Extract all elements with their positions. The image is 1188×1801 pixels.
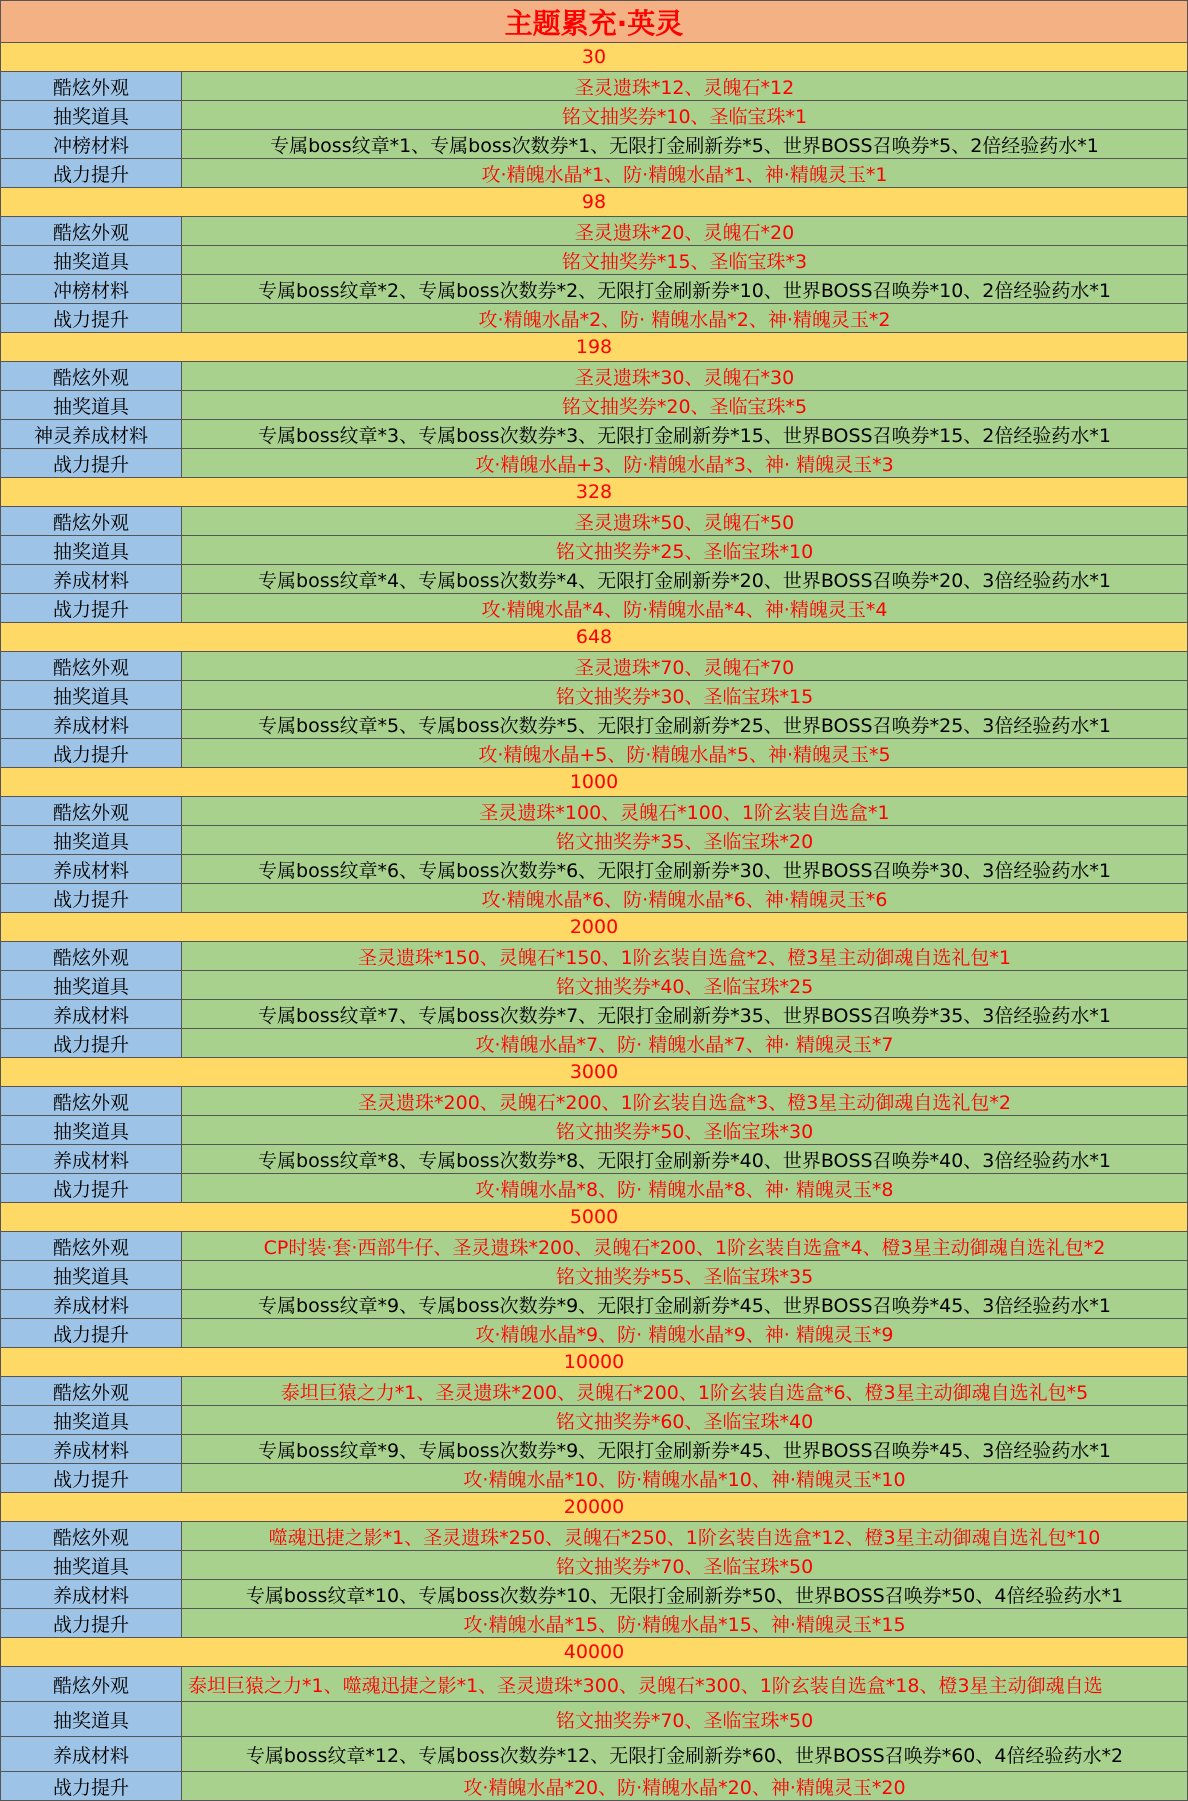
category-cell: 战力提升 <box>0 739 182 767</box>
reward-row <box>0 855 1188 884</box>
reward-value-cell: 圣灵遗珠*12、灵魄石*12 <box>182 72 1188 100</box>
reward-table <box>0 43 1188 1801</box>
tier-amount: 40000 <box>563 1641 625 1663</box>
category-cell: 酷炫外观 <box>0 507 182 535</box>
reward-value-cell: 铭文抽奖券*20、圣临宝珠*5 <box>182 391 1188 419</box>
category-cell: 酷炫外观 <box>0 797 182 825</box>
reward-row <box>0 304 1188 333</box>
category-cell: 抽奖道具 <box>0 1702 182 1736</box>
reward-row <box>0 1737 1188 1772</box>
reward-value-cell: 专属boss纹章*4、专属boss次数券*4、无限打金刷新券*20、世界BOSS召唤券*20、3倍经验药水*1 <box>182 565 1188 593</box>
category-cell: 抽奖道具 <box>0 101 182 129</box>
category-cell: 战力提升 <box>0 1772 182 1800</box>
reward-value-cell: 攻·精魄水晶*1、防·精魄水晶*1、神·精魄灵玉*1 <box>182 159 1188 187</box>
reward-value-cell: 攻·精魄水晶*8、防· 精魄水晶*8、神· 精魄灵玉*8 <box>182 1174 1188 1202</box>
tier-header-row <box>0 768 1188 797</box>
reward-value-cell: 圣灵遗珠*20、灵魄石*20 <box>182 217 1188 245</box>
reward-row <box>0 275 1188 304</box>
reward-row <box>0 391 1188 420</box>
reward-value-cell: 专属boss纹章*1、专属boss次数券*1、无限打金刷新券*5、世界BOSS召唤券*5、2倍经验药水*1 <box>182 130 1188 158</box>
reward-row <box>0 1290 1188 1319</box>
category-cell: 抽奖道具 <box>0 1551 182 1579</box>
reward-row <box>0 1667 1188 1702</box>
category-cell: 战力提升 <box>0 594 182 622</box>
category-cell: 抽奖道具 <box>0 971 182 999</box>
reward-value-cell: 圣灵遗珠*150、灵魄石*150、1阶玄装自选盒*2、橙3星主动御魂自选礼包*1 <box>182 942 1188 970</box>
category-cell: 酷炫外观 <box>0 1377 182 1405</box>
category-cell: 抽奖道具 <box>0 246 182 274</box>
reward-row <box>0 884 1188 913</box>
category-cell: 酷炫外观 <box>0 1087 182 1115</box>
reward-row <box>0 971 1188 1000</box>
reward-row <box>0 710 1188 739</box>
tier-amount: 10000 <box>563 1351 625 1373</box>
reward-value-cell: 专属boss纹章*12、专属boss次数券*12、无限打金刷新券*60、世界BOSS召唤券*60、4倍经验药水*2 <box>182 1737 1188 1771</box>
reward-row <box>0 362 1188 391</box>
tier-header-row <box>0 1348 1188 1377</box>
reward-row <box>0 1580 1188 1609</box>
reward-row <box>0 1551 1188 1580</box>
tier-header-row <box>0 1638 1188 1667</box>
reward-row <box>0 1522 1188 1551</box>
tier-header-row <box>0 1058 1188 1087</box>
category-cell: 战力提升 <box>0 159 182 187</box>
tier-header-row <box>0 43 1188 72</box>
category-cell: 酷炫外观 <box>0 1667 182 1701</box>
reward-value-cell: 圣灵遗珠*50、灵魄石*50 <box>182 507 1188 535</box>
reward-value-cell: 专属boss纹章*10、专属boss次数券*10、无限打金刷新券*50、世界BOSS召唤券*50、4倍经验药水*1 <box>182 1580 1188 1608</box>
reward-value-cell: 泰坦巨猿之力*1、噬魂迅捷之影*1、圣灵遗珠*300、灵魄石*300、1阶玄装自选盒*18、橙3星主动御魂自选 <box>182 1667 1188 1701</box>
tier-amount: 98 <box>581 191 607 213</box>
category-cell: 战力提升 <box>0 1029 182 1057</box>
reward-value-cell: 攻·精魄水晶*2、防· 精魄水晶*2、神·精魄灵玉*2 <box>182 304 1188 332</box>
reward-value-cell: 专属boss纹章*2、专属boss次数券*2、无限打金刷新券*10、世界BOSS召唤券*10、2倍经验药水*1 <box>182 275 1188 303</box>
tier-amount: 2000 <box>569 916 619 938</box>
reward-value-cell: 圣灵遗珠*200、灵魄石*200、1阶玄装自选盒*3、橙3星主动御魂自选礼包*2 <box>182 1087 1188 1115</box>
category-cell: 战力提升 <box>0 1319 182 1347</box>
reward-value-cell: 铭文抽奖券*40、圣临宝珠*25 <box>182 971 1188 999</box>
category-cell: 抽奖道具 <box>0 1116 182 1144</box>
reward-row <box>0 565 1188 594</box>
reward-value-cell: 攻·精魄水晶*6、防·精魄水晶*6、神·精魄灵玉*6 <box>182 884 1188 912</box>
reward-value-cell: 专属boss纹章*9、专属boss次数券*9、无限打金刷新券*45、世界BOSS召唤券*45、3倍经验药水*1 <box>182 1435 1188 1463</box>
category-cell: 抽奖道具 <box>0 826 182 854</box>
reward-value-cell: 铭文抽奖券*25、圣临宝珠*10 <box>182 536 1188 564</box>
reward-value-cell: 圣灵遗珠*70、灵魄石*70 <box>182 652 1188 680</box>
category-cell: 养成材料 <box>0 1435 182 1463</box>
category-cell: 战力提升 <box>0 1464 182 1492</box>
tier-amount: 198 <box>575 336 613 358</box>
reward-value-cell: 泰坦巨猿之力*1、圣灵遗珠*200、灵魄石*200、1阶玄装自选盒*6、橙3星主动御魂自选礼包*5 <box>182 1377 1188 1405</box>
reward-row <box>0 507 1188 536</box>
category-cell: 酷炫外观 <box>0 362 182 390</box>
tier-amount: 20000 <box>563 1496 625 1518</box>
reward-row <box>0 942 1188 971</box>
reward-row <box>0 1609 1188 1638</box>
tier-header-row <box>0 1203 1188 1232</box>
reward-value-cell: 圣灵遗珠*30、灵魄石*30 <box>182 362 1188 390</box>
tier-amount: 5000 <box>569 1206 619 1228</box>
reward-value-cell: CP时装·套·西部牛仔、圣灵遗珠*200、灵魄石*200、1阶玄装自选盒*4、橙3星主动御魂自选礼包*2 <box>182 1232 1188 1260</box>
category-cell: 养成材料 <box>0 1145 182 1173</box>
reward-value-cell: 铭文抽奖券*70、圣临宝珠*50 <box>182 1702 1188 1736</box>
category-cell: 酷炫外观 <box>0 652 182 680</box>
reward-value-cell: 铭文抽奖券*10、圣临宝珠*1 <box>182 101 1188 129</box>
category-cell: 酷炫外观 <box>0 72 182 100</box>
reward-row <box>0 1232 1188 1261</box>
category-cell: 酷炫外观 <box>0 217 182 245</box>
reward-row <box>0 1464 1188 1493</box>
category-cell: 战力提升 <box>0 1609 182 1637</box>
reward-value-cell: 专属boss纹章*8、专属boss次数券*8、无限打金刷新券*40、世界BOSS召唤券*40、3倍经验药水*1 <box>182 1145 1188 1173</box>
reward-row <box>0 130 1188 159</box>
reward-value-cell: 攻·精魄水晶*4、防·精魄水晶*4、神·精魄灵玉*4 <box>182 594 1188 622</box>
reward-row <box>0 1174 1188 1203</box>
reward-value-cell: 铭文抽奖券*60、圣临宝珠*40 <box>182 1406 1188 1434</box>
reward-row <box>0 1145 1188 1174</box>
reward-value-cell: 专属boss纹章*3、专属boss次数券*3、无限打金刷新券*15、世界BOSS召唤券*15、2倍经验药水*1 <box>182 420 1188 448</box>
tier-header-row <box>0 333 1188 362</box>
reward-row <box>0 217 1188 246</box>
reward-row <box>0 1116 1188 1145</box>
tier-header-row <box>0 623 1188 652</box>
reward-row <box>0 1319 1188 1348</box>
category-cell: 酷炫外观 <box>0 1522 182 1550</box>
category-cell: 冲榜材料 <box>0 130 182 158</box>
reward-value-cell: 攻·精魄水晶+5、防·精魄水晶*5、神·精魄灵玉*5 <box>182 739 1188 767</box>
reward-value-cell: 铭文抽奖券*50、圣临宝珠*30 <box>182 1116 1188 1144</box>
category-cell: 战力提升 <box>0 304 182 332</box>
reward-value-cell: 铭文抽奖券*70、圣临宝珠*50 <box>182 1551 1188 1579</box>
reward-value-cell: 攻·精魄水晶*20、防·精魄水晶*20、神·精魄灵玉*20 <box>182 1772 1188 1800</box>
reward-value-cell: 攻·精魄水晶*10、防·精魄水晶*10、神·精魄灵玉*10 <box>182 1464 1188 1492</box>
tier-header-row <box>0 913 1188 942</box>
reward-value-cell: 专属boss纹章*9、专属boss次数券*9、无限打金刷新券*45、世界BOSS召唤券*45、3倍经验药水*1 <box>182 1290 1188 1318</box>
reward-row <box>0 1000 1188 1029</box>
sheet-title: 主题累充·英灵 <box>0 0 1188 43</box>
reward-row <box>0 159 1188 188</box>
reward-row <box>0 1406 1188 1435</box>
reward-row <box>0 1702 1188 1737</box>
category-cell: 养成材料 <box>0 855 182 883</box>
reward-row <box>0 797 1188 826</box>
reward-value-cell: 铭文抽奖券*35、圣临宝珠*20 <box>182 826 1188 854</box>
category-cell: 抽奖道具 <box>0 1406 182 1434</box>
category-cell: 神灵养成材料 <box>0 420 182 448</box>
category-cell: 养成材料 <box>0 1737 182 1771</box>
tier-amount: 3000 <box>569 1061 619 1083</box>
reward-value-cell: 专属boss纹章*5、专属boss次数券*5、无限打金刷新券*25、世界BOSS召唤券*25、3倍经验药水*1 <box>182 710 1188 738</box>
reward-value-cell: 攻·精魄水晶+3、防·精魄水晶*3、神· 精魄灵玉*3 <box>182 449 1188 477</box>
category-cell: 养成材料 <box>0 1290 182 1318</box>
tier-amount: 648 <box>575 626 613 648</box>
category-cell: 养成材料 <box>0 710 182 738</box>
category-cell: 战力提升 <box>0 884 182 912</box>
reward-row <box>0 594 1188 623</box>
reward-row <box>0 1087 1188 1116</box>
reward-row <box>0 1435 1188 1464</box>
reward-value-cell: 攻·精魄水晶*7、防· 精魄水晶*7、神· 精魄灵玉*7 <box>182 1029 1188 1057</box>
reward-value-cell: 圣灵遗珠*100、灵魄石*100、1阶玄装自选盒*1 <box>182 797 1188 825</box>
reward-row <box>0 1772 1188 1801</box>
reward-value-cell: 铭文抽奖券*15、圣临宝珠*3 <box>182 246 1188 274</box>
reward-value-cell: 攻·精魄水晶*9、防· 精魄水晶*9、神· 精魄灵玉*9 <box>182 1319 1188 1347</box>
tier-header-row <box>0 188 1188 217</box>
reward-value-cell: 专属boss纹章*7、专属boss次数券*7、无限打金刷新券*35、世界BOSS召唤券*35、3倍经验药水*1 <box>182 1000 1188 1028</box>
category-cell: 养成材料 <box>0 565 182 593</box>
reward-value-cell: 攻·精魄水晶*15、防·精魄水晶*15、神·精魄灵玉*15 <box>182 1609 1188 1637</box>
reward-row <box>0 739 1188 768</box>
reward-row <box>0 449 1188 478</box>
reward-value-cell: 专属boss纹章*6、专属boss次数券*6、无限打金刷新券*30、世界BOSS召唤券*30、3倍经验药水*1 <box>182 855 1188 883</box>
reward-value-cell: 铭文抽奖券*55、圣临宝珠*35 <box>182 1261 1188 1289</box>
category-cell: 抽奖道具 <box>0 681 182 709</box>
reward-row <box>0 1377 1188 1406</box>
tier-amount: 328 <box>575 481 613 503</box>
reward-row <box>0 246 1188 275</box>
category-cell: 养成材料 <box>0 1000 182 1028</box>
category-cell: 战力提升 <box>0 449 182 477</box>
tier-header-row <box>0 478 1188 507</box>
reward-row <box>0 101 1188 130</box>
tier-header-row <box>0 1493 1188 1522</box>
reward-row <box>0 420 1188 449</box>
category-cell: 冲榜材料 <box>0 275 182 303</box>
tier-amount: 1000 <box>569 771 619 793</box>
category-cell: 抽奖道具 <box>0 391 182 419</box>
reward-row <box>0 652 1188 681</box>
reward-row <box>0 536 1188 565</box>
tier-amount: 30 <box>581 46 607 68</box>
reward-row <box>0 681 1188 710</box>
category-cell: 养成材料 <box>0 1580 182 1608</box>
reward-row <box>0 1261 1188 1290</box>
category-cell: 抽奖道具 <box>0 1261 182 1289</box>
reward-row <box>0 1029 1188 1058</box>
category-cell: 酷炫外观 <box>0 942 182 970</box>
reward-row <box>0 72 1188 101</box>
category-cell: 战力提升 <box>0 1174 182 1202</box>
category-cell: 酷炫外观 <box>0 1232 182 1260</box>
reward-value-cell: 铭文抽奖券*30、圣临宝珠*15 <box>182 681 1188 709</box>
reward-row <box>0 826 1188 855</box>
category-cell: 抽奖道具 <box>0 536 182 564</box>
reward-value-cell: 噬魂迅捷之影*1、圣灵遗珠*250、灵魄石*250、1阶玄装自选盒*12、橙3星主动御魂自选礼包*10 <box>182 1522 1188 1550</box>
